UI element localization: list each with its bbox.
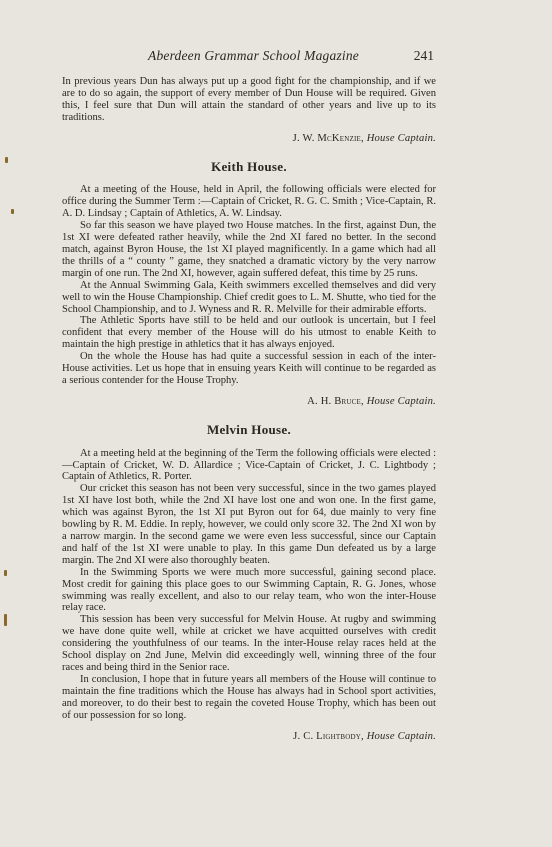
melvin-paragraph: This session has been very successful for Melvin House. At rugby and swimming we have done quite well, while at cricket we have acquitted ourselves with credit considering the youthfulness of our teams. In the inter-House relay races held at the School display on 2nd June, Melvin did exceedingly well, winning three of the four races and being third in the Senior race. <box>62 614 436 673</box>
keith-paragraph: On the whole the House has had quite a successful session in each of the inter-House activities. Let us hope that in ensuing years Keith will continue to be regarded as a serious contender for the House Trophy. <box>62 351 436 386</box>
signature-melvin <box>62 731 436 743</box>
section-heading-keith: Keith House. <box>211 158 287 174</box>
page-number: 241 <box>413 48 434 63</box>
section-heading-melvin: Melvin House. <box>206 421 292 437</box>
article-body <box>62 76 436 742</box>
keith-paragraph: At a meeting of the House, held in April, the following officials were elected for office during the Summer Term :—Captain of Cricket, R. G. C. Smith ; Vice-Captain, R. A. D. Lindsay ; Captain of Athletics, A. W. Lindsay. <box>62 184 436 220</box>
keith-paragraph: So far this season we have played two House matches. In the first, against Dun, the 1st XI were defeated rather heavily, while the 2nd XI fared no better. In the second match, against Byron House, the 1st XI played magnificently. In a game which had all the thrills of a “ county ” game, they snatched a dramatic victory by the very narrow margin of one run. The 2nd XI, however, again suffered defeat, this time by 25 runs. <box>62 220 436 279</box>
signature-role: House Captain. <box>366 132 436 144</box>
signature-role: House Captain. <box>366 730 436 742</box>
signature-name: J. W. McKenzie, <box>292 132 364 144</box>
signature-name: J. C. Lightbody, <box>293 730 364 742</box>
signature-dun <box>62 133 436 145</box>
melvin-paragraph: In the Swimming Sports we were much more successful, gaining second place. Most credit for gaining this place goes to our Swimming Captain, R. G. Jones, whose swimming was really excellent, and also to our relay team, who won the inter-House relay race. <box>62 566 436 614</box>
signature-role: House Captain. <box>366 395 436 407</box>
margin-mark <box>5 157 8 163</box>
keith-paragraph: At the Annual Swimming Gala, Keith swimmers excelled themselves and did very well to win the House Championship. Chief credit goes to L. M. Shutte, who tied for the School Championship, and to J. Wyness and R. R. Melville for their admirable efforts. <box>62 279 436 315</box>
melvin-paragraph: At a meeting held at the beginning of the Term the following officials were elected :—Captain of Cricket, W. D. Allardice ; Vice-Captain of Cricket, J. C. Lightbody ; Captain of Athletics, R. Porter. <box>62 447 436 483</box>
running-header: Aberdeen Grammar School Magazine <box>148 48 359 63</box>
margin-mark <box>11 209 14 214</box>
margin-mark <box>4 570 7 576</box>
intro-paragraph: In previous years Dun has always put up a good fight for the championship, and if we are to do so again, the support of every member of Dun House will be required. Given this, I feel sure that Dun will attain the standard of other years and live up to its traditions. <box>62 76 436 123</box>
melvin-paragraph: In conclusion, I hope that in future years all members of the House will continue to maintain the fine traditions which the House has always had in School sport activities, and moreover, to do their best to regain the coveted House Trophy, which has been out of our possession for so long. <box>62 673 436 721</box>
signature-name: A. H. Bruce, <box>307 395 364 407</box>
margin-mark <box>4 614 7 626</box>
melvin-paragraph: Our cricket this season has not been very successful, since in the two games played 1st XI have lost both, while the 2nd XI have lost one and won one. In the first game, which was against Byron, the 1st XI put Byron out for 64, due mainly to very fine bowling by R. M. Eddie. In reply, however, we could only score 32. The 2nd XI won by a narrow margin. In the second game we were even less successful, since our Captain and half of the 1st XI were unable to play. In this game Dun defeated us by a large margin. The 2nd XI were also thoroughly beaten. <box>62 483 436 566</box>
signature-keith <box>62 396 436 408</box>
keith-paragraph: The Athletic Sports have still to be held and our outlook is uncertain, but I feel confident that every member of the House will do his utmost to enable Keith to maintain the high prestige in athletics that it has always enjoyed. <box>62 315 436 351</box>
